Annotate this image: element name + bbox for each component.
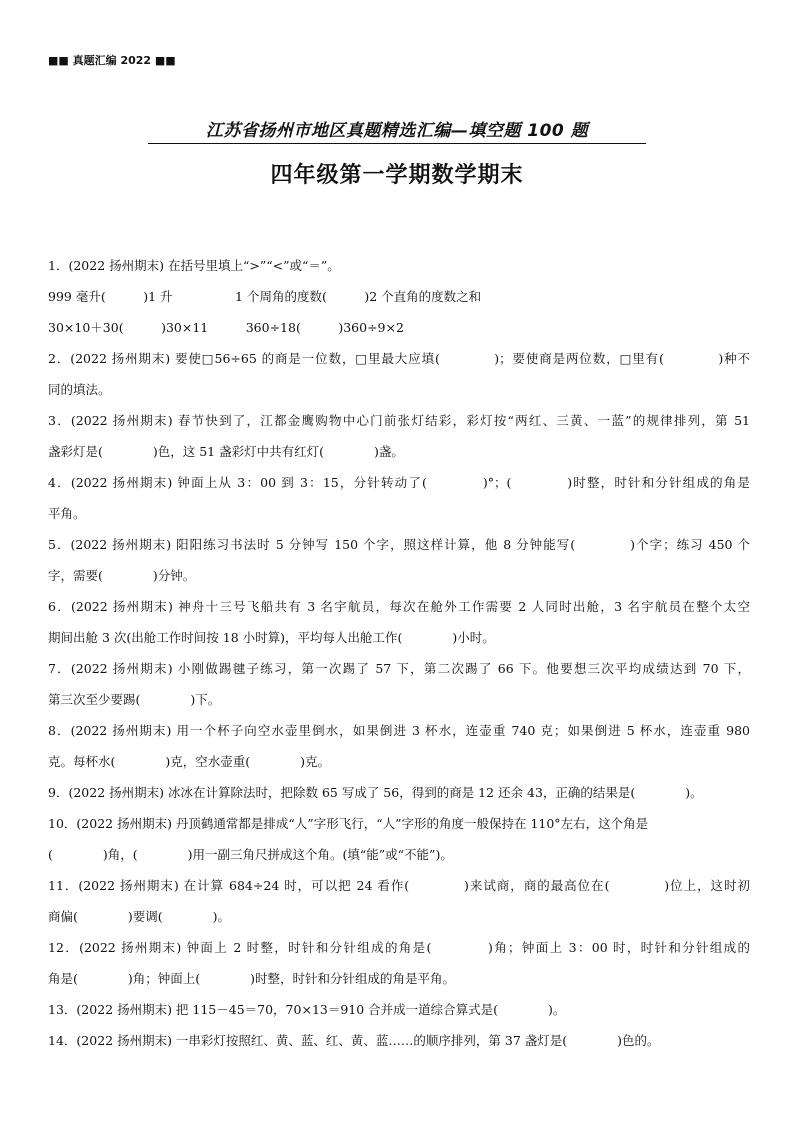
question-line: 12．(2022 扬州期末) 钟面上 2 时整，时针和分针组成的角是( )角；钟面上 3：00 时，时针和分针组成的	[48, 940, 750, 955]
question-6	[48, 591, 750, 653]
question-line: 第三次至少要踢( )下。	[48, 692, 221, 707]
header-mark: ■■ 真题汇编 2022 ■■	[48, 54, 176, 67]
question-line: 盏彩灯是( )色，这 51 盏彩灯中共有红灯( )盏。	[48, 444, 404, 459]
question-line: 同的填法。	[48, 382, 111, 397]
question-line: 11．(2022 扬州期末) 在计算 684÷24 时，可以把 24 看作( )来试商，商的最高位在( )位上，这时初	[48, 878, 750, 893]
question-list	[48, 250, 750, 1056]
question-line: 5．(2022 扬州期末) 阳阳练习书法时 5 分钟写 150 个字，照这样计算，他 8 分钟能写( )个字；练习 450 个	[48, 537, 750, 552]
question-line: 6．(2022 扬州期末) 神舟十三号飞船共有 3 名宇航员，每次在舱外工作需要 2 人同时出舱，3 名宇航员在整个太空	[48, 599, 750, 614]
question-8	[48, 715, 750, 777]
question-line: 10．(2022 扬州期末) 丹顶鹤通常都是排成“人”字形飞行，“人”字形的角度一般保持在 110°左右，这个角是	[48, 816, 649, 831]
question-3	[48, 405, 750, 467]
question-line: 7．(2022 扬州期末) 小刚做踢毽子练习，第一次踢了 57 下，第二次踢了 66 下。他要想三次平均成绩达到 70 下，	[48, 661, 750, 676]
question-line: 平角。	[48, 506, 86, 521]
question-line: 1．(2022 扬州期末) 在括号里填上“>”“<”或“＝”。	[48, 258, 340, 273]
question-line: 2．(2022 扬州期末) 要使□56÷65 的商是一位数，□里最大应填( )；要使商是两位数，□里有( )种不	[48, 351, 750, 366]
question-line: 商偏( )要调( )。	[48, 909, 231, 924]
question-line: 4．(2022 扬州期末) 钟面上从 3：00 到 3：15，分针转动了( )°；( )时整，时针和分针组成的角是	[48, 475, 750, 490]
question-line: 9．(2022 扬州期末) 冰冰在计算除法时，把除数 65 写成了 56，得到的商是 12 还余 43，正确的结果是( )。	[48, 785, 703, 800]
question-1-row-a	[48, 281, 750, 312]
question-2	[48, 343, 750, 405]
question-14	[48, 1025, 750, 1056]
question-1-row-b	[48, 312, 750, 343]
question-line: 期间出舱 3 次(出舱工作时间按 18 小时算)，平均每人出舱工作( )小时。	[48, 630, 495, 645]
question-1	[48, 250, 750, 281]
page-title: 四年级第一学期数学期末	[270, 162, 524, 188]
question-line: 字，需要( )分钟。	[48, 568, 196, 583]
banner-title: 江苏省扬州市地区真题精选汇编—填空题 100 题	[148, 116, 646, 144]
question-line: 3．(2022 扬州期末) 春节快到了，江都金鹰购物中心门前张灯结彩，彩灯按“两红、三黄、一蓝”的规律排列，第 51	[48, 413, 750, 428]
question-7	[48, 653, 750, 715]
question-line: ( )角，( )用一副三角尺拼成这个角。(填“能”或“不能”)。	[48, 847, 453, 862]
question-line: 30×10＋30( )30×11 360÷18( )360÷9×2	[48, 320, 404, 335]
question-12	[48, 932, 750, 994]
question-13	[48, 994, 750, 1025]
question-line: 8．(2022 扬州期末) 用一个杯子向空水壶里倒水，如果倒进 3 杯水，连壶重 740 克；如果倒进 5 杯水，连壶重 980	[48, 723, 750, 738]
question-9	[48, 777, 750, 808]
question-line: 角是( )角；钟面上( )时整，时针和分针组成的角是平角。	[48, 971, 456, 986]
question-11	[48, 870, 750, 932]
question-4	[48, 467, 750, 529]
question-line: 999 毫升( )1 升 1 个周角的度数( )2 个直角的度数之和	[48, 289, 482, 304]
question-line: 克。每杯水( )克，空水壶重( )克。	[48, 754, 331, 769]
question-10	[48, 808, 750, 870]
question-5	[48, 529, 750, 591]
question-line: 14．(2022 扬州期末) 一串彩灯按照红、黄、蓝、红、黄、蓝……的顺序排列，第 37 盏灯是( )色的。	[48, 1033, 660, 1048]
question-line: 13．(2022 扬州期末) 把 115－45＝70，70×13＝910 合并成一道综合算式是( )。	[48, 1002, 566, 1017]
